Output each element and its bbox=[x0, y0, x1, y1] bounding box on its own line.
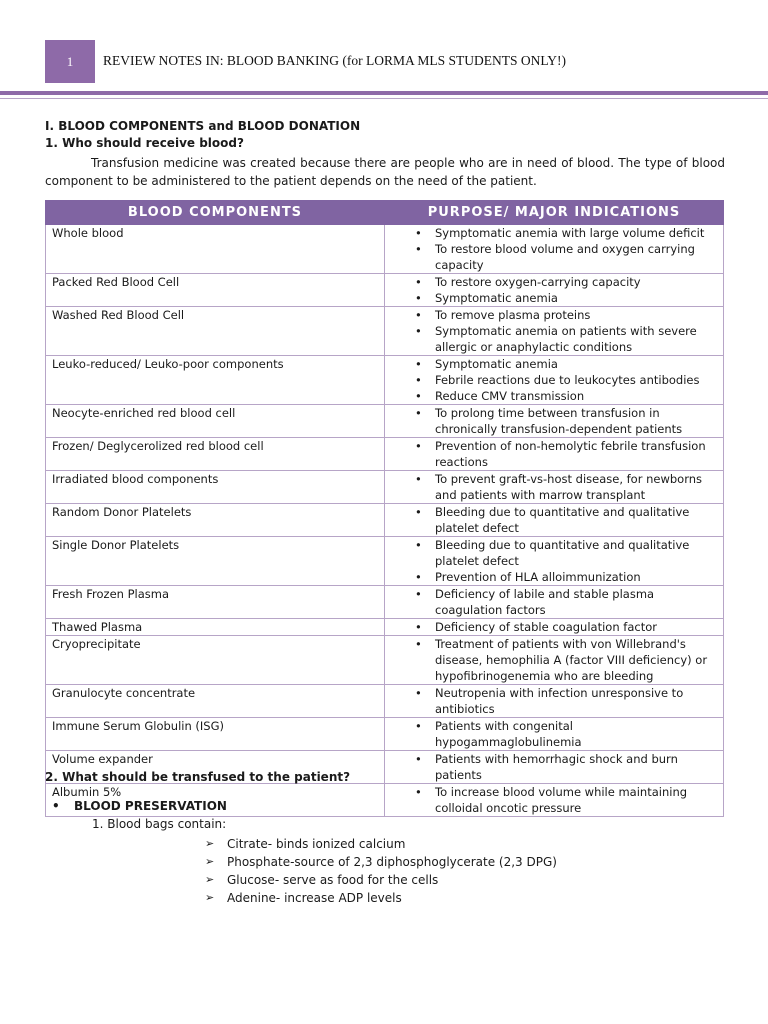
indications-cell bbox=[385, 586, 724, 619]
indications-list bbox=[391, 438, 719, 470]
indication-item: • Prevention of HLA alloimmunization bbox=[415, 569, 719, 585]
header-rule-thin bbox=[0, 98, 768, 99]
indications-cell bbox=[385, 356, 724, 405]
component-name-cell: Packed Red Blood Cell bbox=[46, 274, 385, 307]
arrow-bullet-icon: ➢ bbox=[205, 855, 215, 868]
indication-item: • Prevention of non-hemolytic febrile transfusion reactions bbox=[415, 438, 719, 470]
table-row bbox=[46, 685, 724, 718]
table-row bbox=[46, 225, 724, 274]
arrow-bullet-icon: ➢ bbox=[205, 873, 215, 886]
section-heading: I. BLOOD COMPONENTS and BLOOD DONATION bbox=[45, 119, 361, 133]
indication-item: • Patients with hemorrhagic shock and burn patients bbox=[415, 751, 719, 783]
page-number-box bbox=[45, 40, 95, 83]
list-item bbox=[205, 889, 557, 907]
indication-item: • Reduce CMV transmission bbox=[415, 388, 719, 404]
list-item-text: Glucose- serve as food for the cells bbox=[227, 873, 439, 887]
list-item bbox=[205, 871, 557, 889]
table-row bbox=[46, 307, 724, 356]
intro-paragraph: Transfusion medicine was created because there are people who are in need of blood. The type of blood component to be administered to the patient depends on the need of the patient. bbox=[45, 156, 725, 188]
blood-bags-intro: 1. Blood bags contain: bbox=[92, 817, 227, 831]
indications-list bbox=[391, 274, 719, 306]
table-row bbox=[46, 586, 724, 619]
table-row bbox=[46, 718, 724, 751]
table-row bbox=[46, 537, 724, 586]
indication-item: • Neutropenia with infection unresponsive to antibiotics bbox=[415, 685, 719, 717]
indications-list bbox=[391, 784, 719, 816]
indications-list bbox=[391, 471, 719, 503]
table-row bbox=[46, 438, 724, 471]
page-number: 1 bbox=[66, 53, 74, 69]
component-name-cell: Frozen/ Deglycerolized red blood cell bbox=[46, 438, 385, 471]
indications-cell bbox=[385, 784, 724, 817]
indication-item: • Deficiency of labile and stable plasma coagulation factors bbox=[415, 586, 719, 618]
indications-list bbox=[391, 307, 719, 355]
component-name-cell: Thawed Plasma bbox=[46, 619, 385, 636]
table-row bbox=[46, 504, 724, 537]
section-2-heading: 2. What should be transfused to the patient? bbox=[45, 770, 351, 784]
indications-list bbox=[391, 636, 719, 684]
indications-list bbox=[391, 586, 719, 618]
column-header-components: BLOOD COMPONENTS bbox=[46, 201, 385, 225]
indications-list bbox=[391, 718, 719, 750]
indication-item: • Symptomatic anemia on patients with severe allergic or anaphylactic conditions bbox=[415, 323, 719, 355]
list-item bbox=[205, 853, 557, 871]
table-row bbox=[46, 274, 724, 307]
indications-cell bbox=[385, 307, 724, 356]
indications-list bbox=[391, 619, 719, 635]
blood-components-table bbox=[45, 200, 724, 817]
table-header-row bbox=[46, 201, 724, 225]
list-item-text: Adenine- increase ADP levels bbox=[227, 891, 402, 905]
indications-list bbox=[391, 405, 719, 437]
table-row bbox=[46, 471, 724, 504]
indications-cell bbox=[385, 751, 724, 784]
list-item-text: Citrate- binds ionized calcium bbox=[227, 837, 406, 851]
indications-cell bbox=[385, 471, 724, 504]
component-name-cell: Washed Red Blood Cell bbox=[46, 307, 385, 356]
table-row bbox=[46, 405, 724, 438]
blood-preservation-label: BLOOD PRESERVATION bbox=[74, 799, 227, 813]
indication-item: • Bleeding due to quantitative and qualitative platelet defect bbox=[415, 537, 719, 569]
component-name-cell: Random Donor Platelets bbox=[46, 504, 385, 537]
component-name-cell: Neocyte-enriched red blood cell bbox=[46, 405, 385, 438]
indication-item: • To remove plasma proteins bbox=[415, 307, 719, 323]
component-name-cell: Irradiated blood components bbox=[46, 471, 385, 504]
table-row bbox=[46, 356, 724, 405]
component-name-cell: Whole blood bbox=[46, 225, 385, 274]
indications-cell bbox=[385, 225, 724, 274]
blood-preservation-heading bbox=[52, 799, 227, 813]
indications-cell bbox=[385, 685, 724, 718]
indication-item: • To increase blood volume while maintaining colloidal oncotic pressure bbox=[415, 784, 719, 816]
component-name-cell: Immune Serum Globulin (ISG) bbox=[46, 718, 385, 751]
indication-item: • Symptomatic anemia bbox=[415, 290, 719, 306]
indications-cell bbox=[385, 619, 724, 636]
arrow-bullet-icon: ➢ bbox=[205, 891, 215, 904]
component-name-cell: Albumin 5% bbox=[46, 784, 385, 817]
component-name-cell: Granulocyte concentrate bbox=[46, 685, 385, 718]
indication-item: • Bleeding due to quantitative and qualitative platelet defect bbox=[415, 504, 719, 536]
component-name-cell: Cryoprecipitate bbox=[46, 636, 385, 685]
indications-list bbox=[391, 537, 719, 585]
indication-item: • Symptomatic anemia bbox=[415, 356, 719, 372]
indication-item: • To restore oxygen-carrying capacity bbox=[415, 274, 719, 290]
indication-item: • Symptomatic anemia with large volume deficit bbox=[415, 225, 719, 241]
blood-bag-contents-list bbox=[205, 835, 557, 907]
indication-item: • Deficiency of stable coagulation factor bbox=[415, 619, 719, 635]
component-name-cell: Leuko-reduced/ Leuko-poor components bbox=[46, 356, 385, 405]
component-name-cell: Single Donor Platelets bbox=[46, 537, 385, 586]
indications-cell bbox=[385, 636, 724, 685]
indications-cell bbox=[385, 274, 724, 307]
bullet-icon: • bbox=[52, 799, 60, 813]
indication-item: • To restore blood volume and oxygen carrying capacity bbox=[415, 241, 719, 273]
indications-cell bbox=[385, 405, 724, 438]
indications-list bbox=[391, 356, 719, 404]
table-body bbox=[46, 225, 724, 817]
section-subheading: 1. Who should receive blood? bbox=[45, 136, 244, 150]
indications-cell bbox=[385, 438, 724, 471]
indication-item: • To prevent graft-vs-host disease, for newborns and patients with marrow transplant bbox=[415, 471, 719, 503]
component-name-cell: Fresh Frozen Plasma bbox=[46, 586, 385, 619]
header-rule bbox=[0, 91, 768, 95]
indication-item: • Febrile reactions due to leukocytes antibodies bbox=[415, 372, 719, 388]
indications-list bbox=[391, 225, 719, 273]
indications-list bbox=[391, 751, 719, 783]
indications-list bbox=[391, 685, 719, 717]
component-name-cell: Volume expander bbox=[46, 751, 385, 784]
table-row bbox=[46, 619, 724, 636]
indications-list bbox=[391, 504, 719, 536]
list-item bbox=[205, 835, 557, 853]
table-row bbox=[46, 636, 724, 685]
arrow-bullet-icon: ➢ bbox=[205, 837, 215, 850]
indication-item: • To prolong time between transfusion in chronically transfusion-dependent patients bbox=[415, 405, 719, 437]
indications-cell bbox=[385, 718, 724, 751]
list-item-text: Phosphate-source of 2,3 diphosphoglycerate (2,3 DPG) bbox=[227, 855, 557, 869]
indication-item: • Patients with congenital hypogammaglobulinemia bbox=[415, 718, 719, 750]
indications-cell bbox=[385, 504, 724, 537]
column-header-indications: PURPOSE/ MAJOR INDICATIONS bbox=[385, 201, 724, 225]
document-header-title: REVIEW NOTES IN: BLOOD BANKING (for LORMA MLS STUDENTS ONLY!) bbox=[103, 53, 566, 68]
indication-item: • Treatment of patients with von Willebrand's disease, hemophilia A (factor VIII deficiency) or hypofibrinogenemia who are bleeding bbox=[415, 636, 719, 684]
indications-cell bbox=[385, 537, 724, 586]
